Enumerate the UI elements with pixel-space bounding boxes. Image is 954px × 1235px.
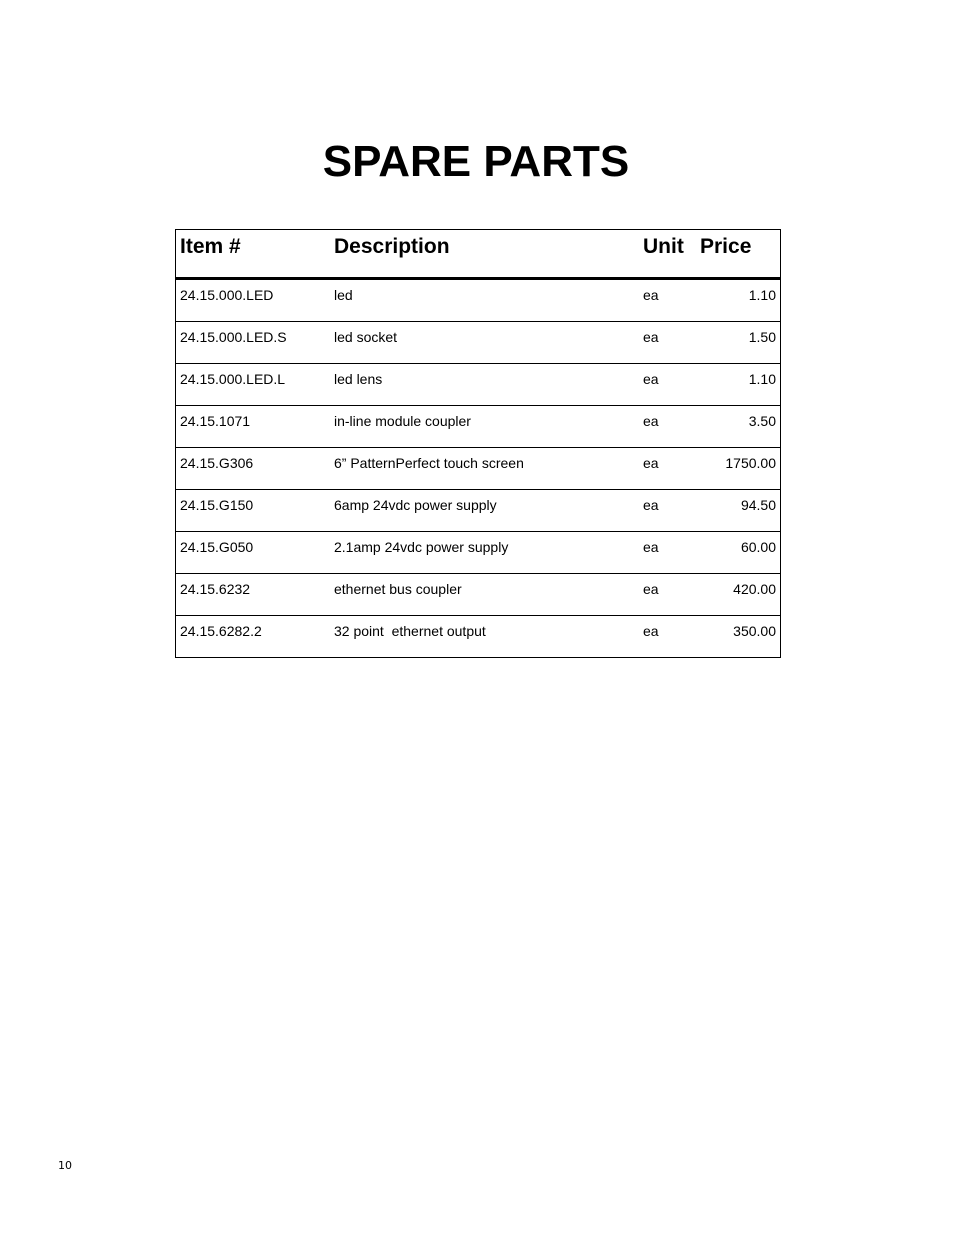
page-number: 10 (58, 1159, 72, 1172)
table-row (176, 574, 780, 616)
table-row (176, 280, 780, 322)
unit-cell: ea (643, 329, 659, 345)
price-cell: 94.50 (740, 497, 776, 513)
unit-cell: ea (643, 287, 659, 303)
description-cell: led socket (334, 329, 398, 345)
unit-cell: ea (643, 623, 659, 639)
table-row (176, 616, 780, 657)
description-cell: led lens (334, 371, 383, 387)
table-row (176, 322, 780, 364)
price-cell: 60.00 (740, 539, 776, 555)
spare-parts-table (175, 229, 781, 658)
unit-cell: ea (643, 581, 659, 597)
header-price: Price (700, 235, 752, 258)
table-row (176, 364, 780, 406)
price-cell: 350.00 (733, 623, 776, 639)
table-header-row (176, 230, 780, 280)
description-cell: 32 point ethernet output (334, 623, 486, 639)
price-cell: 1.10 (748, 371, 776, 387)
unit-cell: ea (643, 497, 659, 513)
description-cell: 6” PatternPerfect touch screen (334, 455, 524, 471)
header-unit: Unit (643, 235, 684, 258)
table-row (176, 532, 780, 574)
item-number-cell: 24.15.G050 (180, 539, 254, 555)
unit-cell: ea (643, 455, 659, 471)
table-row (176, 406, 780, 448)
item-number-cell: 24.15.6232 (180, 581, 251, 597)
description-cell: 2.1amp 24vdc power supply (334, 539, 509, 555)
item-number-cell: 24.15.G150 (180, 497, 254, 513)
unit-cell: ea (643, 413, 659, 429)
price-cell: 1.50 (748, 329, 776, 345)
item-number-cell: 24.15.6282.2 (180, 623, 262, 639)
item-number-cell: 24.15.000.LED (180, 287, 274, 303)
item-number-cell: 24.15.000.LED.L (180, 371, 286, 387)
description-cell: led (334, 287, 353, 303)
item-number-cell: 24.15.G306 (180, 455, 254, 471)
table-row (176, 490, 780, 532)
item-number-cell: 24.15.1071 (180, 413, 251, 429)
unit-cell: ea (643, 539, 659, 555)
item-number-cell: 24.15.000.LED.S (180, 329, 287, 345)
price-cell: 3.50 (748, 413, 776, 429)
table-row (176, 448, 780, 490)
unit-cell: ea (643, 371, 659, 387)
price-cell: 1750.00 (725, 455, 776, 471)
description-cell: in-line module coupler (334, 413, 471, 429)
description-cell: ethernet bus coupler (334, 581, 462, 597)
header-description: Description (334, 235, 450, 258)
header-item-number: Item # (180, 235, 241, 258)
price-cell: 420.00 (733, 581, 776, 597)
description-cell: 6amp 24vdc power supply (334, 497, 497, 513)
page-title: SPARE PARTS (322, 137, 630, 186)
price-cell: 1.10 (748, 287, 776, 303)
